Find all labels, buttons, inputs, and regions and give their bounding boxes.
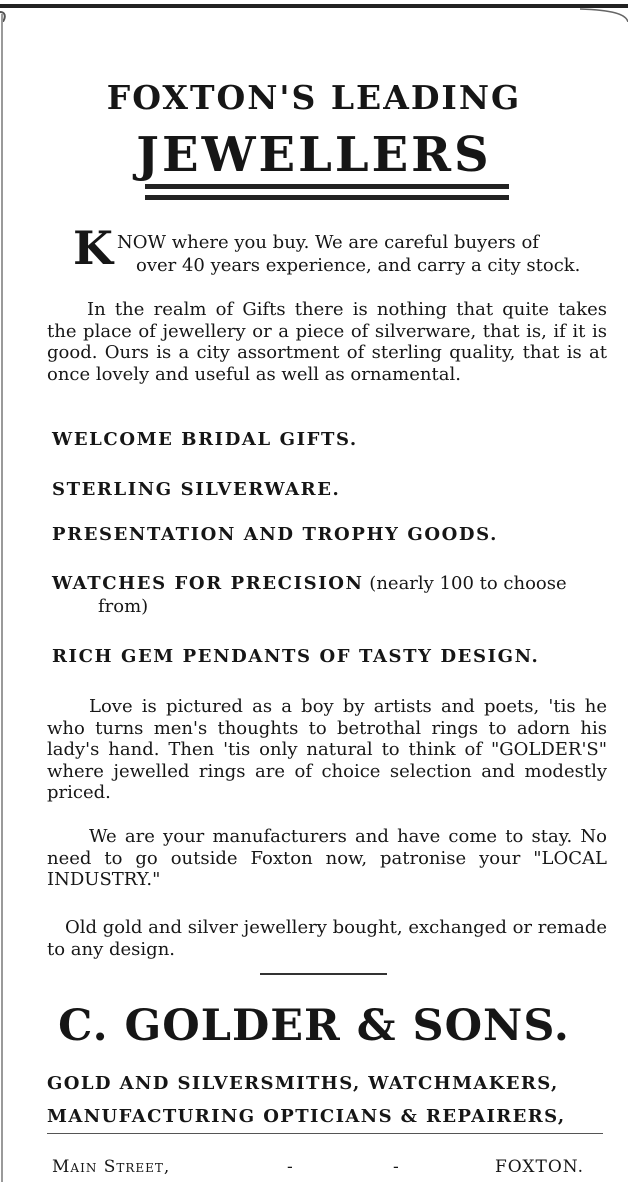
gifts-paragraph: [47, 299, 607, 385]
old-gold-paragraph-text: Old gold and silver jewellery bought, exchanged or remade to any design.: [47, 917, 607, 960]
list-item: [52, 428, 612, 452]
heading-rule-upper: [145, 184, 509, 189]
heading-jewellers: JEWELLERS: [136, 127, 492, 183]
gifts-paragraph-text: In the realm of Gifts there is nothing that quite takes the place of jewellery or a piece of silverware, that is, if it is good. Ours is a city assortment of sterling quality, that is at once lovely and useful as well as ornamental.: [47, 299, 607, 385]
list-item: [52, 523, 612, 547]
footer-address: [0, 1155, 628, 1179]
firm-name: C. GOLDER & SONS.: [58, 1001, 570, 1051]
footer-dash: -: [393, 1157, 399, 1177]
item-title: WELCOME BRIDAL GIFTS.: [52, 429, 358, 450]
old-gold-paragraph: [47, 917, 607, 960]
manufacturers-paragraph: [47, 826, 607, 891]
firm-trades-line-1: GOLD AND SILVERSMITHS, WATCHMAKERS,: [47, 1073, 559, 1094]
love-paragraph-text: Love is pictured as a boy by artists and poets, 'tis he who turns men's thoughts to betrothal rings to adorn his lady's hand. Then 'tis only natural to think of "GOLDER'S" where jewelled rings are of choice selection and modestly priced.: [47, 696, 607, 803]
firm-trades-line-2: MANUFACTURING OPTICIANS & REPAIRERS,: [47, 1106, 566, 1127]
top-border-rule: [0, 0, 628, 22]
divider-rule: [260, 973, 387, 975]
intro-line-1: NOW where you buy. We are careful buyers of: [117, 232, 539, 253]
footer-town: FOXTON.: [495, 1157, 585, 1177]
item-title: WATCHES FOR PRECISION: [52, 573, 364, 594]
manufacturers-paragraph-text: We are your manufacturers and have come to stay. No need to go outside Foxton now, patronise your "LOCAL INDUSTRY.": [47, 826, 607, 890]
intro-line-2: over 40 years experience, and carry a city stock.: [136, 255, 581, 276]
heading-foxtons-leading: FOXTON'S LEADING: [106, 78, 522, 117]
item-title: STERLING SILVERWARE.: [52, 479, 341, 500]
footer-dash: -: [287, 1157, 293, 1177]
intro-drop-cap: K: [73, 221, 113, 275]
item-title: PRESENTATION AND TROPHY GOODS.: [52, 524, 498, 545]
item-note: (nearly 100 to choose: [369, 573, 567, 594]
list-item: [52, 645, 612, 669]
list-item-continuation: from): [98, 596, 149, 617]
item-title: RICH GEM PENDANTS OF TASTY DESIGN.: [52, 646, 540, 667]
trades-underline: [47, 1133, 603, 1134]
footer-street: Main Street,: [52, 1157, 171, 1177]
list-item: [52, 572, 612, 596]
love-paragraph: [47, 696, 607, 804]
list-item: [52, 478, 612, 502]
heading-rule-lower: [145, 195, 509, 200]
